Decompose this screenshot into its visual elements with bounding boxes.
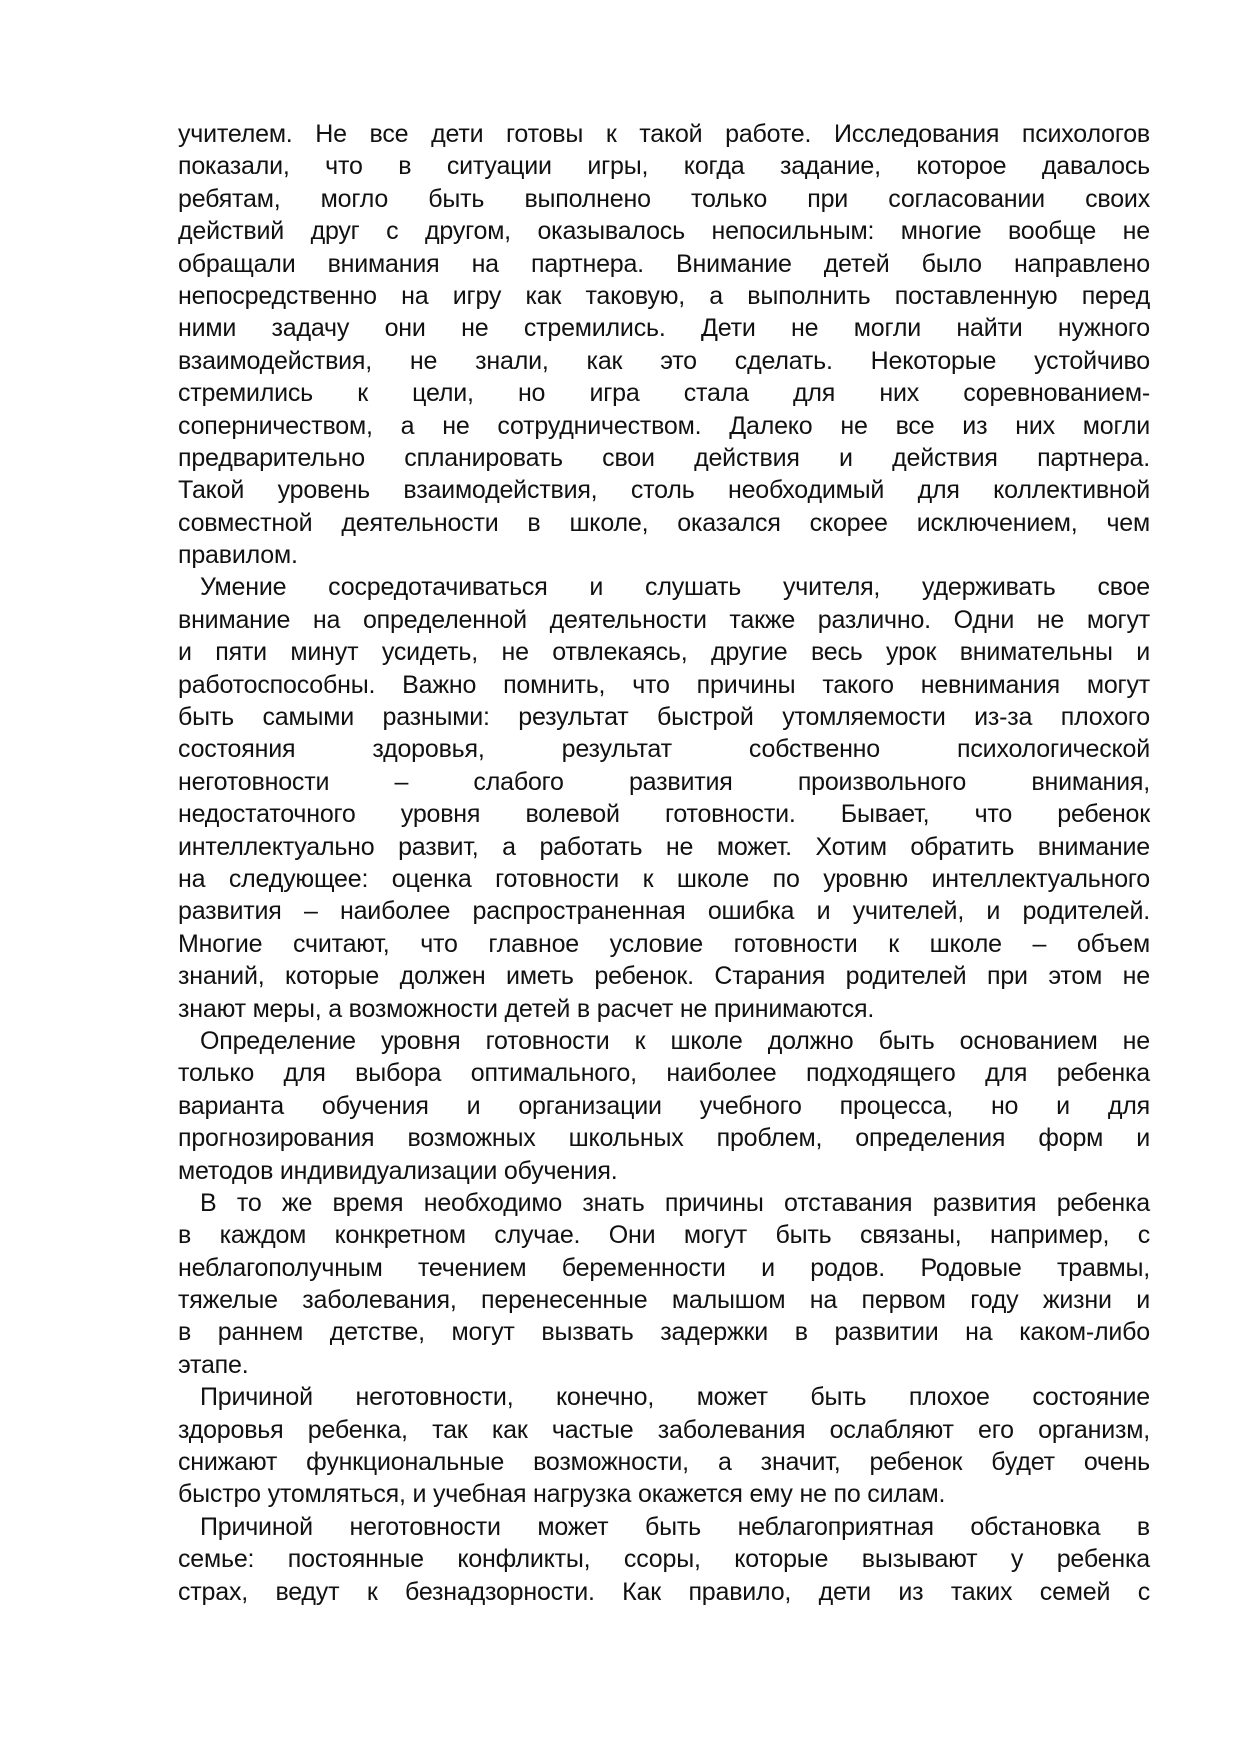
text-line: внимание на определенной деятельности также различно. Одни не могут <box>178 605 1150 634</box>
text-line: в раннем детстве, могут вызвать задержки в развитии на каком-либо <box>178 1318 1150 1347</box>
text-line: Определение уровня готовности к школе должно быть основанием не <box>200 1026 1150 1055</box>
text-line: знаний, которые должен иметь ребенок. Старания родителей при этом не <box>178 962 1150 991</box>
text-line: варианта обучения и организации учебного процесса, но и для <box>178 1091 1150 1120</box>
text-line: состояния здоровья, результат собственно психологической <box>178 735 1150 764</box>
text-line: Такой уровень взаимодействия, столь необходимый для коллективной <box>178 476 1150 505</box>
text-line: недостаточного уровня волевой готовности. Бывает, что ребенок <box>178 800 1150 829</box>
paragraph <box>178 118 1150 571</box>
text-line: интеллектуально развит, а работать не может. Хотим обратить внимание <box>178 832 1150 861</box>
text-line: этапе. <box>178 1350 249 1379</box>
paragraph <box>178 1381 1150 1511</box>
text-line: показали, что в ситуации игры, когда задание, которое давалось <box>178 152 1150 181</box>
text-line: неблагополучным течением беременности и родов. Родовые травмы, <box>178 1253 1150 1282</box>
paragraph <box>178 1187 1150 1381</box>
text-line: правилом. <box>178 541 298 570</box>
text-line: ребятам, могло быть выполнено только при согласовании своих <box>178 184 1150 213</box>
text-line: непосредственно на игру как таковую, а выполнить поставленную перед <box>178 281 1150 310</box>
text-line: действий друг с другом, оказывалось непосильным: многие вообще не <box>178 217 1150 246</box>
text-line: ними задачу они не стремились. Дети не могли найти нужного <box>178 314 1150 343</box>
text-line: страх, ведут к безнадзорности. Как правило, дети из таких семей с <box>178 1577 1150 1606</box>
text-line: только для выбора оптимального, наиболее подходящего для ребенка <box>178 1059 1150 1088</box>
text-line: Умение сосредотачиваться и слушать учителя, удерживать свое <box>200 573 1150 602</box>
text-line: В то же время необходимо знать причины отставания развития ребенка <box>200 1188 1150 1217</box>
text-line: знают меры, а возможности детей в расчет не принимаются. <box>178 994 875 1023</box>
text-line: Причиной неготовности, конечно, может быть плохое состояние <box>200 1383 1150 1412</box>
text-line: и пяти минут усидеть, не отвлекаясь, другие весь урок внимательны и <box>178 638 1150 667</box>
text-line: учителем. Не все дети готовы к такой работе. Исследования психологов <box>178 120 1150 148</box>
text-line: Причиной неготовности может быть неблагоприятная обстановка в <box>200 1512 1150 1541</box>
paragraph <box>178 1025 1150 1187</box>
text-line: совместной деятельности в школе, оказался скорее исключением, чем <box>178 508 1150 537</box>
text-line: развития – наиболее распространенная ошибка и учителей, и родителей. <box>178 897 1150 926</box>
text-line: соперничеством, а не сотрудничеством. Далеко не все из них могли <box>178 411 1150 440</box>
text-line: быть самыми разными: результат быстрой утомляемости из-за плохого <box>178 703 1150 732</box>
text-line: на следующее: оценка готовности к школе по уровню интеллектуального <box>178 864 1150 893</box>
text-line: прогнозирования возможных школьных проблем, определения форм и <box>178 1124 1150 1153</box>
document-page <box>178 118 1150 1608</box>
text-line: в каждом конкретном случае. Они могут быть связаны, например, с <box>178 1221 1150 1250</box>
text-line: взаимодействия, не знали, как это сделать. Некоторые устойчиво <box>178 346 1150 375</box>
text-line: Многие считают, что главное условие готовности к школе – объем <box>178 929 1150 958</box>
text-line: неготовности – слабого развития произвольного внимания, <box>178 767 1150 796</box>
text-line: методов индивидуализации обучения. <box>178 1156 618 1185</box>
paragraph <box>178 1511 1150 1608</box>
text-line: обращали внимания на партнера. Внимание детей было направлено <box>178 249 1150 278</box>
text-line: семье: постоянные конфликты, ссоры, которые вызывают у ребенка <box>178 1545 1150 1574</box>
text-line: предварительно спланировать свои действия и действия партнера. <box>178 443 1150 472</box>
text-line: здоровья ребенка, так как частые заболевания ослабляют его организм, <box>178 1415 1150 1444</box>
text-line: снижают функциональные возможности, а значит, ребенок будет очень <box>178 1448 1150 1477</box>
text-line: быстро утомляться, и учебная нагрузка окажется ему не по силам. <box>178 1480 946 1509</box>
text-line: работоспособны. Важно помнить, что причины такого невнимания могут <box>178 670 1150 699</box>
text-line: стремились к цели, но игра стала для них соревнованием- <box>178 379 1150 408</box>
text-line: тяжелые заболевания, перенесенные малышом на первом году жизни и <box>178 1286 1150 1315</box>
paragraph <box>178 571 1150 1024</box>
